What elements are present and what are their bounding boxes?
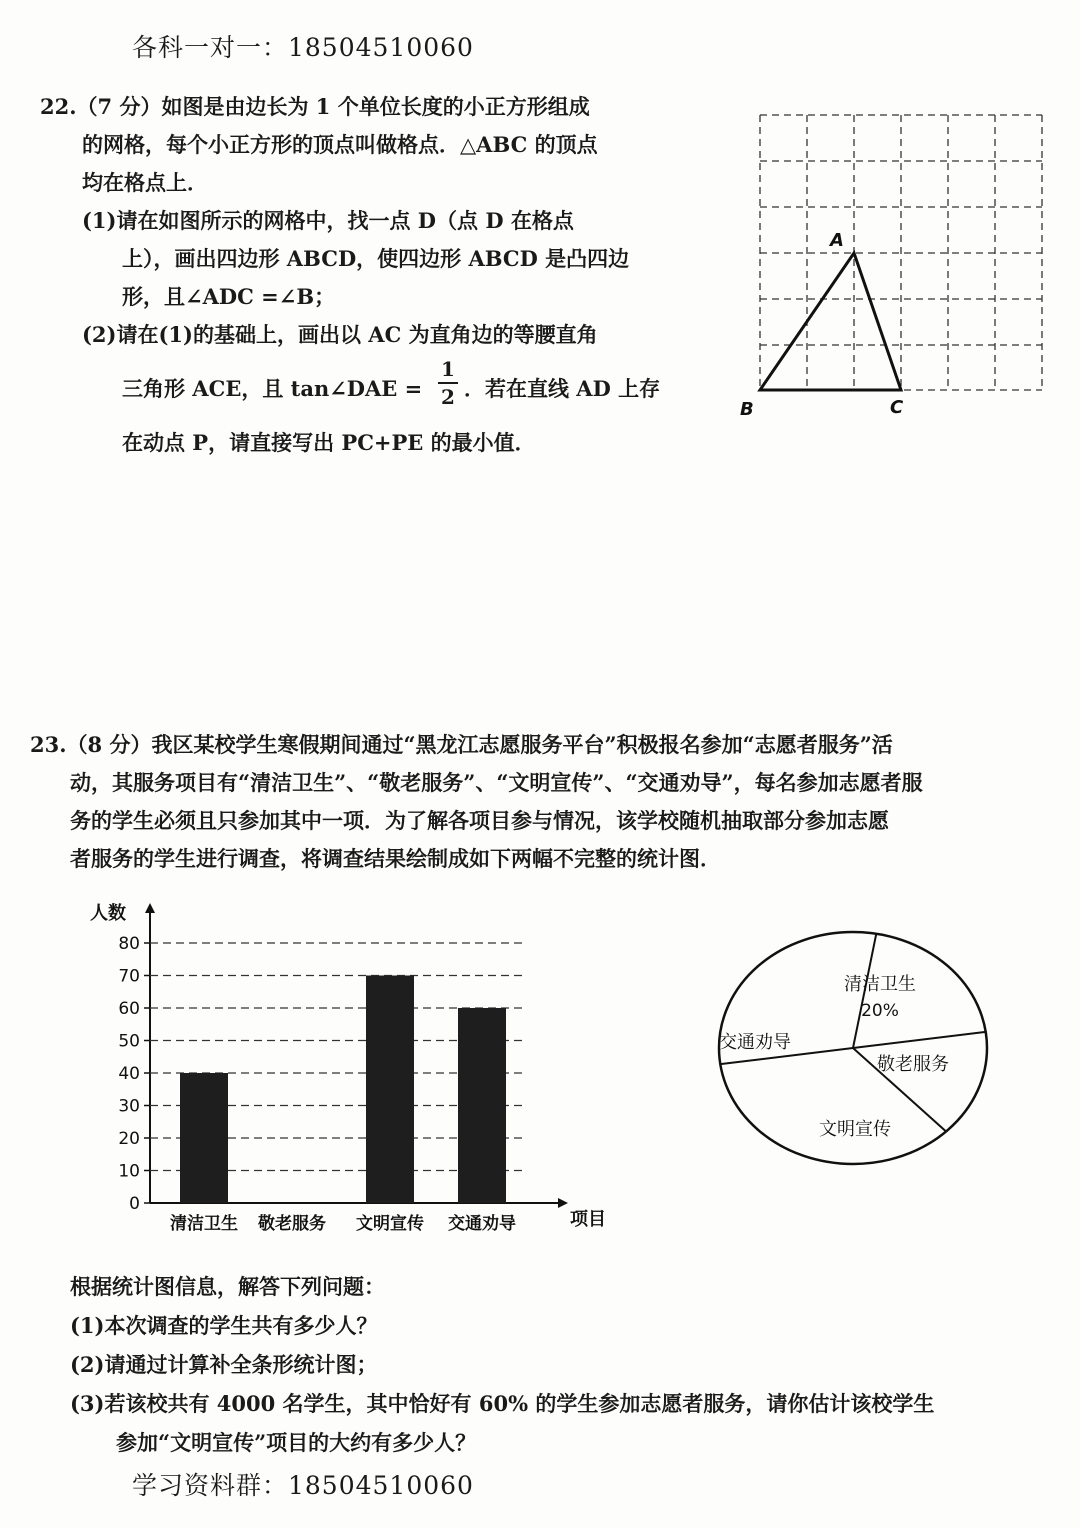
bar xyxy=(458,1008,506,1203)
x-category-label: 清洁卫生 xyxy=(170,1214,238,1234)
bar-chart-xlabel: 项目 xyxy=(570,1209,606,1230)
q22-line-5: 上），画出四边形 ABCD，使四边形 ABCD 是凸四边 xyxy=(122,246,630,271)
x-axis-arrow xyxy=(558,1198,568,1208)
header-contact: 各科一对一：18504510060 xyxy=(132,33,474,62)
bar xyxy=(180,1073,228,1203)
q22-line-4: (1)请在如图所示的网格中，找一点 D（点 D 在格点 xyxy=(82,208,574,233)
x-category-label: 文明宣传 xyxy=(356,1214,424,1234)
q22-line-9: 在动点 P，请直接写出 PC+PE 的最小值． xyxy=(122,430,536,455)
footer-contact: 学习资料群：18504510060 xyxy=(132,1471,474,1500)
q22-line-8b: ．若在直线 AD 上存 xyxy=(464,376,661,401)
y-tick-label: 60 xyxy=(118,999,140,1019)
q22-line-1: 如图是由边长为 1 个单位长度的小正方形组成 xyxy=(161,94,590,119)
fraction-denominator: 2 xyxy=(441,385,455,409)
y-tick-label: 20 xyxy=(118,1129,140,1149)
pie-slice-label: 清洁卫生 xyxy=(844,974,916,995)
q23-sub-1: (1)本次调查的学生共有多少人？ xyxy=(70,1313,378,1338)
pie-chart xyxy=(715,930,995,1170)
y-axis-arrow xyxy=(145,903,155,913)
label-c: C xyxy=(890,397,904,418)
triangle-abc xyxy=(760,253,901,390)
bar-chart-ylabel: 人数 xyxy=(90,903,126,924)
pie-slice-boundary xyxy=(853,1032,986,1048)
y-tick-label: 30 xyxy=(118,1096,140,1117)
q23-prompt: 根据统计图信息，解答下列问题： xyxy=(70,1274,385,1299)
y-tick-label: 40 xyxy=(118,1064,140,1084)
q22-line-6: 形，且∠ADC =∠B； xyxy=(122,284,336,309)
label-b: B xyxy=(740,399,754,420)
y-tick-label: 0 xyxy=(129,1194,140,1214)
q23-line-3: 务的学生必须且只参加其中一项．为了解各项目参与情况，该学校随机抽取部分参加志愿 xyxy=(70,808,889,833)
q22-number: 22.（7 分） xyxy=(40,94,162,119)
q23-line-4: 者服务的学生进行调查，将调查结果绘制成如下两幅不完整的统计图． xyxy=(70,846,721,871)
x-category-label: 敬老服务 xyxy=(258,1214,326,1234)
y-tick-label: 50 xyxy=(118,1031,140,1052)
q23-line-2: 动，其服务项目有“清洁卫生”、“敬老服务”、“文明宣传”、“交通劝导”，每名参加志愿者服 xyxy=(70,770,923,795)
fraction-numerator: 1 xyxy=(441,357,455,381)
q22-line-2: 的网格，每个小正方形的顶点叫做格点．△ABC 的顶点 xyxy=(82,132,598,157)
q22-grid-figure xyxy=(730,100,1060,430)
pie-slice-label: 文明宣传 xyxy=(819,1119,891,1140)
q23-line-1: 23.（8 分）我区某校学生寒假期间通过“黑龙江志愿服务平台”积极报名参加“志愿者服务”活 xyxy=(30,732,893,757)
q23-sub-2: (2)请通过计算补全条形统计图； xyxy=(70,1352,378,1377)
q22-line-3: 均在格点上． xyxy=(82,170,208,195)
bar-chart xyxy=(80,895,640,1245)
dashed-grid xyxy=(760,115,1042,390)
q22-fraction xyxy=(436,356,460,410)
pie-slice-label: 交通劝导 xyxy=(719,1032,791,1053)
bar xyxy=(366,976,414,1204)
y-tick-label: 70 xyxy=(118,966,140,987)
pie-slice-percent: 20% xyxy=(861,1001,899,1021)
label-a: A xyxy=(830,230,844,251)
x-category-label: 交通劝导 xyxy=(448,1214,516,1234)
q23-sub-3-cont: 参加“文明宣传”项目的大约有多少人？ xyxy=(116,1430,477,1455)
y-tick-label: 80 xyxy=(118,934,140,954)
q22-line-8: 三角形 ACE，且 tan∠DAE = xyxy=(122,376,423,401)
q23-sub-3: (3)若该校共有 4000 名学生，其中恰好有 60% 的学生参加志愿者服务，请你估计该校学生 xyxy=(70,1391,935,1416)
q22-line-7: (2)请在(1)的基础上，画出以 AC 为直角边的等腰直角 xyxy=(82,322,598,347)
pie-slice-label: 敬老服务 xyxy=(877,1054,949,1075)
y-tick-label: 10 xyxy=(118,1161,140,1182)
